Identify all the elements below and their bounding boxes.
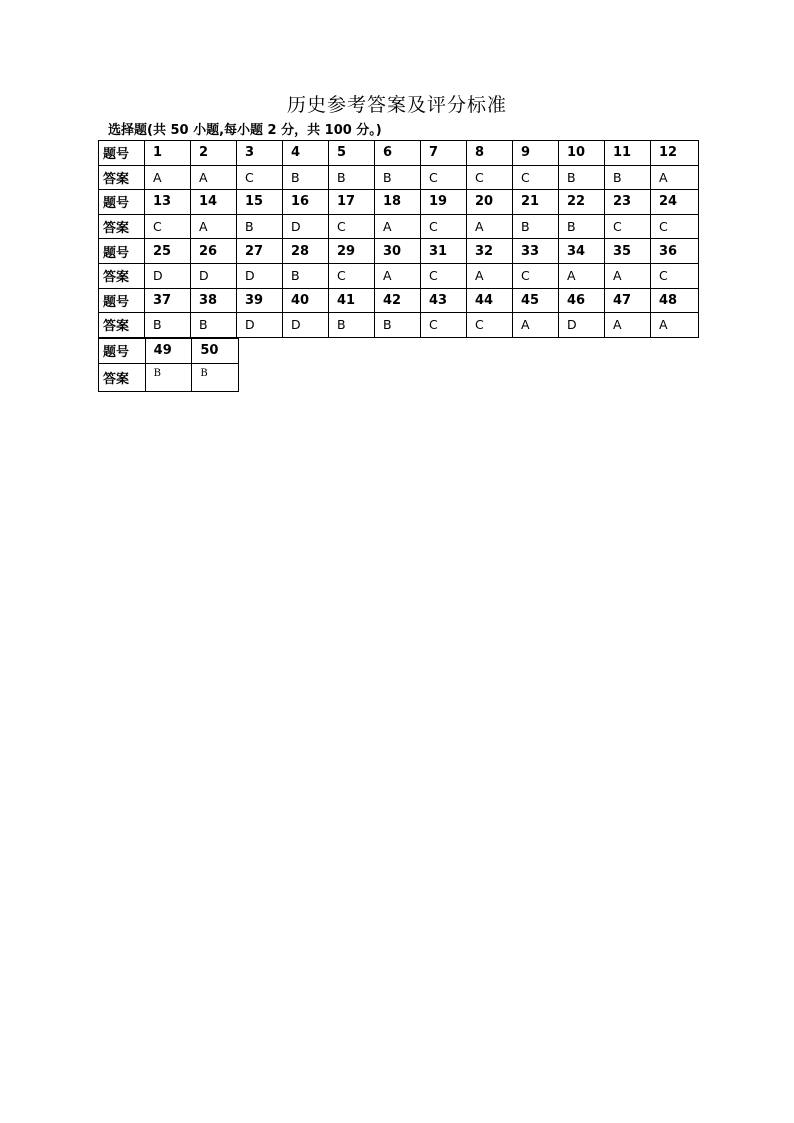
question-number-cell: 36 <box>651 239 699 264</box>
question-number-cell: 4 <box>283 141 329 166</box>
answer-cell: B <box>513 214 559 239</box>
answer-cell: B <box>375 313 421 338</box>
answer-cell: C <box>329 214 375 239</box>
answer-row <box>99 263 699 288</box>
answer-cell: A <box>467 263 513 288</box>
answer-label: 答案 <box>99 313 145 338</box>
question-number-cell: 5 <box>329 141 375 166</box>
question-number-cell: 16 <box>283 190 329 215</box>
answer-cell: A <box>605 263 651 288</box>
question-number-label: 题号 <box>99 141 145 166</box>
answer-cell: B <box>145 313 191 338</box>
question-number-cell: 21 <box>513 190 559 215</box>
answer-cell: A <box>191 165 237 190</box>
answer-cell: C <box>421 165 467 190</box>
question-number-cell: 47 <box>605 288 651 313</box>
answer-cell: C <box>467 165 513 190</box>
answer-label: 答案 <box>99 165 145 190</box>
question-number-cell: 41 <box>329 288 375 313</box>
question-number-cell: 10 <box>559 141 605 166</box>
question-number-cell: 28 <box>283 239 329 264</box>
answer-cell: C <box>237 165 283 190</box>
question-number-cell: 38 <box>191 288 237 313</box>
answer-cell: B <box>192 363 239 392</box>
answer-cell: D <box>283 214 329 239</box>
question-number-label: 题号 <box>99 190 145 215</box>
answer-cell: A <box>145 165 191 190</box>
answer-cell: A <box>375 214 421 239</box>
question-number-label: 题号 <box>99 339 146 364</box>
question-number-row <box>99 141 699 166</box>
answer-cell: C <box>651 214 699 239</box>
question-number-cell: 34 <box>559 239 605 264</box>
question-number-row <box>99 288 699 313</box>
answer-cell: A <box>375 263 421 288</box>
answer-cell: B <box>145 363 192 392</box>
answer-cell: A <box>651 313 699 338</box>
question-number-cell: 40 <box>283 288 329 313</box>
question-number-cell: 26 <box>191 239 237 264</box>
question-number-cell: 29 <box>329 239 375 264</box>
question-number-cell: 39 <box>237 288 283 313</box>
answer-cell: C <box>513 165 559 190</box>
document-title: 历史参考答案及评分标准 <box>286 94 507 116</box>
question-number-cell: 14 <box>191 190 237 215</box>
question-number-cell: 7 <box>421 141 467 166</box>
question-number-cell: 17 <box>329 190 375 215</box>
answer-cell: D <box>191 263 237 288</box>
answer-cell: B <box>283 165 329 190</box>
question-number-cell: 48 <box>651 288 699 313</box>
answer-label: 答案 <box>99 363 146 392</box>
answer-cell: B <box>191 313 237 338</box>
answer-cell: B <box>559 214 605 239</box>
answer-cell: B <box>283 263 329 288</box>
answer-table-tail <box>98 338 239 392</box>
question-number-cell: 8 <box>467 141 513 166</box>
question-number-cell: 1 <box>145 141 191 166</box>
answer-cell: B <box>329 313 375 338</box>
answer-cell: C <box>145 214 191 239</box>
answer-cell: D <box>559 313 605 338</box>
question-number-label: 题号 <box>99 288 145 313</box>
question-number-cell: 46 <box>559 288 605 313</box>
answer-cell: B <box>329 165 375 190</box>
answer-label: 答案 <box>99 214 145 239</box>
question-number-cell: 30 <box>375 239 421 264</box>
question-number-cell: 13 <box>145 190 191 215</box>
question-number-cell: 23 <box>605 190 651 215</box>
question-number-row <box>99 339 239 364</box>
answer-cell: C <box>513 263 559 288</box>
answer-row <box>99 165 699 190</box>
answer-cell: D <box>237 263 283 288</box>
question-number-cell: 42 <box>375 288 421 313</box>
answer-table <box>98 140 699 338</box>
question-number-row <box>99 239 699 264</box>
question-number-cell: 25 <box>145 239 191 264</box>
question-number-cell: 43 <box>421 288 467 313</box>
question-number-cell: 35 <box>605 239 651 264</box>
answer-row <box>99 313 699 338</box>
question-number-cell: 49 <box>145 339 192 364</box>
answer-cell: A <box>559 263 605 288</box>
answer-cell: C <box>329 263 375 288</box>
question-number-cell: 6 <box>375 141 421 166</box>
answer-cell: C <box>421 313 467 338</box>
question-number-cell: 22 <box>559 190 605 215</box>
question-number-cell: 20 <box>467 190 513 215</box>
question-number-cell: 12 <box>651 141 699 166</box>
answer-row <box>99 363 239 392</box>
question-number-cell: 31 <box>421 239 467 264</box>
question-number-cell: 45 <box>513 288 559 313</box>
answer-cell: C <box>605 214 651 239</box>
question-number-cell: 18 <box>375 190 421 215</box>
question-number-cell: 32 <box>467 239 513 264</box>
answer-cell: B <box>375 165 421 190</box>
question-number-cell: 37 <box>145 288 191 313</box>
answer-cell: A <box>651 165 699 190</box>
answer-cell: D <box>145 263 191 288</box>
section-heading: 选择题(共 50 小题,每小题 2 分，共 100 分。) <box>108 123 382 138</box>
question-number-row <box>99 190 699 215</box>
question-number-cell: 44 <box>467 288 513 313</box>
answer-cell: D <box>237 313 283 338</box>
answer-cell: A <box>467 214 513 239</box>
answer-label: 答案 <box>99 263 145 288</box>
question-number-cell: 9 <box>513 141 559 166</box>
question-number-cell: 33 <box>513 239 559 264</box>
question-number-cell: 19 <box>421 190 467 215</box>
answer-cell: A <box>191 214 237 239</box>
answer-cell: C <box>467 313 513 338</box>
answer-cell: B <box>559 165 605 190</box>
question-number-cell: 2 <box>191 141 237 166</box>
question-number-cell: 24 <box>651 190 699 215</box>
question-number-cell: 11 <box>605 141 651 166</box>
answer-cell: A <box>513 313 559 338</box>
question-number-cell: 27 <box>237 239 283 264</box>
answer-cell: B <box>237 214 283 239</box>
answer-cell: B <box>605 165 651 190</box>
question-number-cell: 3 <box>237 141 283 166</box>
answer-cell: D <box>283 313 329 338</box>
question-number-label: 题号 <box>99 239 145 264</box>
answer-cell: C <box>421 263 467 288</box>
answer-row <box>99 214 699 239</box>
answer-cell: C <box>651 263 699 288</box>
answer-cell: A <box>605 313 651 338</box>
question-number-cell: 50 <box>192 339 239 364</box>
question-number-cell: 15 <box>237 190 283 215</box>
answer-cell: C <box>421 214 467 239</box>
